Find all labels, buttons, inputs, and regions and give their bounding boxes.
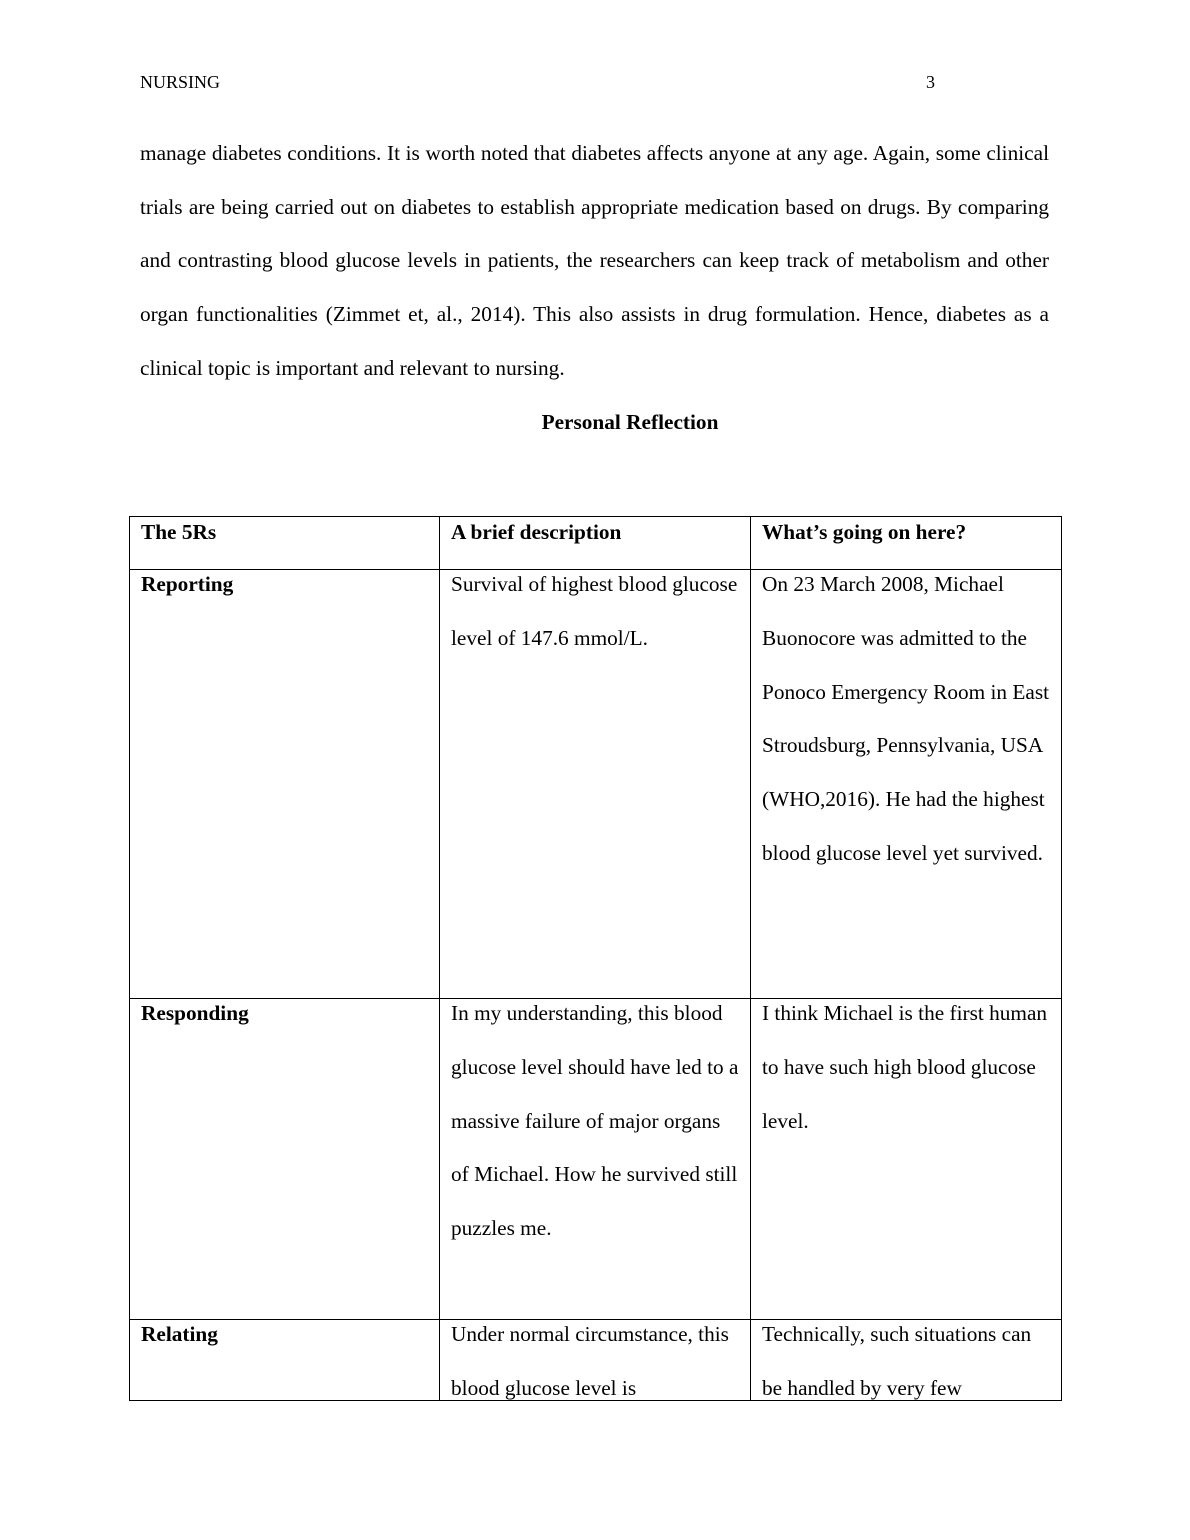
cell-r: Relating: [141, 1322, 218, 1346]
table-row: [130, 1320, 1062, 1401]
cell-whats-going-on: Technically, such situations can be handled by very few: [762, 1322, 1032, 1400]
cell-whats-going-on: On 23 March 2008, Michael Buonocore was admitted to the Ponoco Emergency Room in East Stroudsburg, Pennsylvania, USA (WHO,2016). He had the highest blood glucose level yet survived.: [762, 572, 1050, 865]
cell-description: In my understanding, this blood glucose level should have led to a massive failure of major organs of Michael. How he survived still puzzles me.: [451, 1001, 739, 1241]
cell-whats-going-on: I think Michael is the first human to have such high blood glucose level.: [762, 1001, 1048, 1133]
table-row: [130, 570, 1062, 999]
cell-description: Survival of highest blood glucose level of 147.6 mmol/L.: [451, 572, 738, 650]
row-relating-r: [130, 1320, 440, 1401]
body-paragraph: manage diabetes conditions. It is worth noted that diabetes affects anyone at any age. Again, some clinical trials are being carried out on diabetes to establish appropriate medication based on drugs. By comparing and contrasting blood glucose levels in patients, the researchers can keep track of metabolism and other organ functionalities (Zimmet et, al., 2014). This also assists in drug formulation. Hence, diabetes as a clinical topic is important and relevant to nursing.: [140, 141, 1049, 380]
table-row: [130, 999, 1062, 1320]
column-header-whats-going-on-label: What’s going on here?: [762, 520, 967, 544]
row-reporting-whats-going-on: [751, 570, 1062, 999]
row-responding-r: [130, 999, 440, 1320]
column-header-description-label: A brief description: [451, 520, 622, 544]
row-reporting-description: [440, 570, 751, 999]
cell-r: Reporting: [141, 572, 234, 596]
row-responding-description: [440, 999, 751, 1320]
row-responding-whats-going-on: [751, 999, 1062, 1320]
reflection-table: [129, 516, 1062, 1401]
row-relating-description: [440, 1320, 751, 1401]
running-head: NURSING: [140, 72, 221, 92]
page-number: 3: [926, 72, 935, 92]
row-reporting-r: [130, 570, 440, 999]
section-heading: Personal Reflection: [541, 410, 719, 434]
row-relating-whats-going-on: [751, 1320, 1062, 1401]
cell-r: Responding: [141, 1001, 249, 1025]
cell-description: Under normal circumstance, this blood glucose level is: [451, 1322, 729, 1400]
column-header-5rs-label: The 5Rs: [141, 520, 217, 544]
